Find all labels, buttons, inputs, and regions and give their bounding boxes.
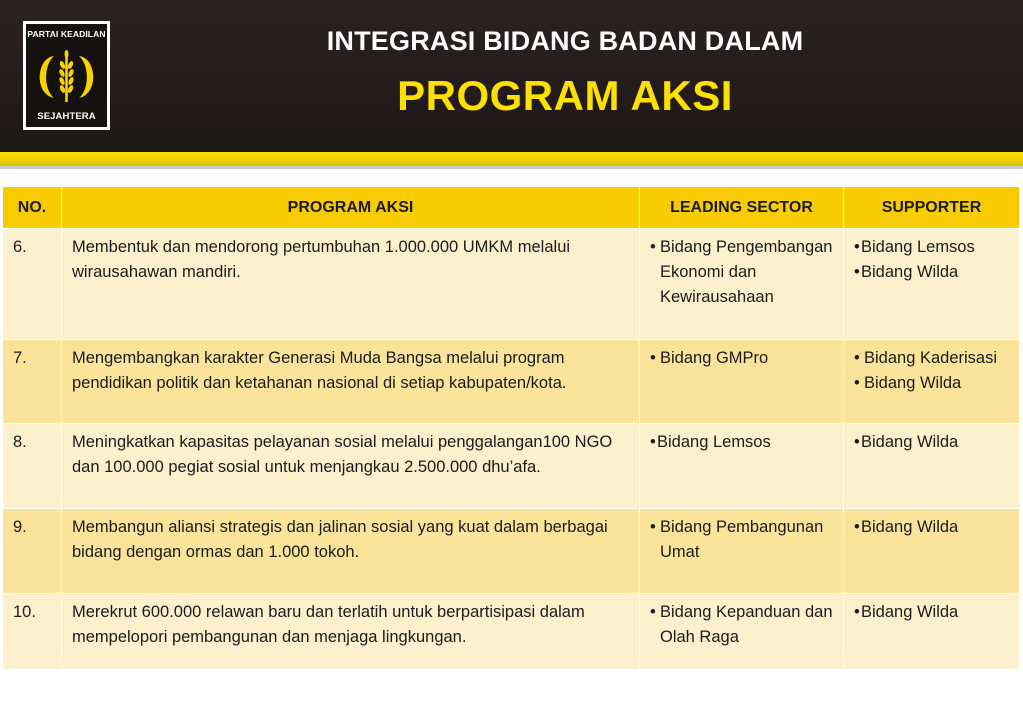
leading-sector-item: • Bidang Pengembangan Ekonomi dan Kewirausahaan: [650, 235, 833, 310]
header-yellow-stripe: [0, 152, 1023, 166]
header-stripe-shadow: [0, 166, 1023, 169]
program-text: Mengembangkan karakter Generasi Muda Bangsa melalui program pendidikan politik dan ketahanan nasional di setiap kabupaten/kota.: [62, 340, 640, 424]
table-header-row: [3, 187, 1020, 229]
supporter-item: • Bidang Wilda: [854, 430, 1009, 455]
column-header-supporter: SUPPORTER: [844, 187, 1020, 229]
column-header-leading-sector: LEADING SECTOR: [640, 187, 844, 229]
leading-sector-item: • Bidang Kepanduan dan Olah Raga: [650, 600, 833, 650]
table-row: [3, 594, 1020, 670]
table-row: [3, 229, 1020, 340]
table-row: [3, 424, 1020, 509]
page-subtitle: PROGRAM AKSI: [397, 72, 733, 119]
logo-bottom-text: SEJAHTERA: [37, 111, 96, 122]
supporter-item: • Bidang Wilda: [854, 600, 1009, 625]
row-number: 6.: [3, 229, 62, 340]
leading-sector-item: • Bidang Pembangunan Umat: [650, 515, 833, 565]
leading-sector-cell: [640, 509, 844, 594]
column-header-program: PROGRAM AKSI: [62, 187, 640, 229]
program-text: Membentuk dan mendorong pertumbuhan 1.000.000 UMKM melalui wirausahawan mandiri.: [62, 229, 640, 340]
supporter-cell: [844, 509, 1020, 594]
row-number: 8.: [3, 424, 62, 509]
page-title: INTEGRASI BIDANG BADAN DALAM: [326, 26, 804, 56]
row-number: 7.: [3, 340, 62, 424]
left-crescent-icon: [40, 56, 54, 98]
leading-sector-cell: [640, 340, 844, 424]
header-bar: [0, 0, 1023, 152]
supporter-item: • Bidang Wilda: [854, 260, 1009, 285]
program-table: [2, 186, 1020, 670]
leading-sector-cell: [640, 594, 844, 670]
row-number: 10.: [3, 594, 62, 670]
program-text: Meningkatkan kapasitas pelayanan sosial melalui penggalangan100 NGO dan 100.000 pegiat sosial untuk menjangkau 2.500.000 dhu’afa.: [62, 424, 640, 509]
party-logo-inner: [26, 24, 107, 127]
row-number: 9.: [3, 509, 62, 594]
crescent-wheat-icon: [32, 46, 101, 108]
leading-sector-item: • Bidang GMPro: [650, 346, 833, 371]
supporter-cell: [844, 340, 1020, 424]
table-row: [3, 340, 1020, 424]
supporter-item: • Bidang Wilda: [854, 515, 1009, 540]
supporter-item: • Bidang Lemsos: [854, 235, 1009, 260]
party-logo: [23, 21, 110, 130]
logo-top-text: PARTAI KEADILAN: [27, 29, 106, 39]
column-header-no: NO.: [3, 187, 62, 229]
leading-sector-item: • Bidang Lemsos: [650, 430, 833, 455]
program-text: Merekrut 600.000 relawan baru dan terlatih untuk berpartisipasi dalam mempelopori pembangunan dan menjaga lingkungan.: [62, 594, 640, 670]
leading-sector-cell: [640, 229, 844, 340]
table-row: [3, 509, 1020, 594]
supporter-cell: [844, 424, 1020, 509]
supporter-item: • Bidang Wilda: [854, 371, 1009, 396]
program-text: Membangun aliansi strategis dan jalinan sosial yang kuat dalam berbagai bidang dengan ormas dan 1.000 tokoh.: [62, 509, 640, 594]
leading-sector-cell: [640, 424, 844, 509]
supporter-cell: [844, 594, 1020, 670]
supporter-item: • Bidang Kaderisasi: [854, 346, 1009, 371]
right-crescent-icon: [79, 56, 93, 98]
supporter-cell: [844, 229, 1020, 340]
